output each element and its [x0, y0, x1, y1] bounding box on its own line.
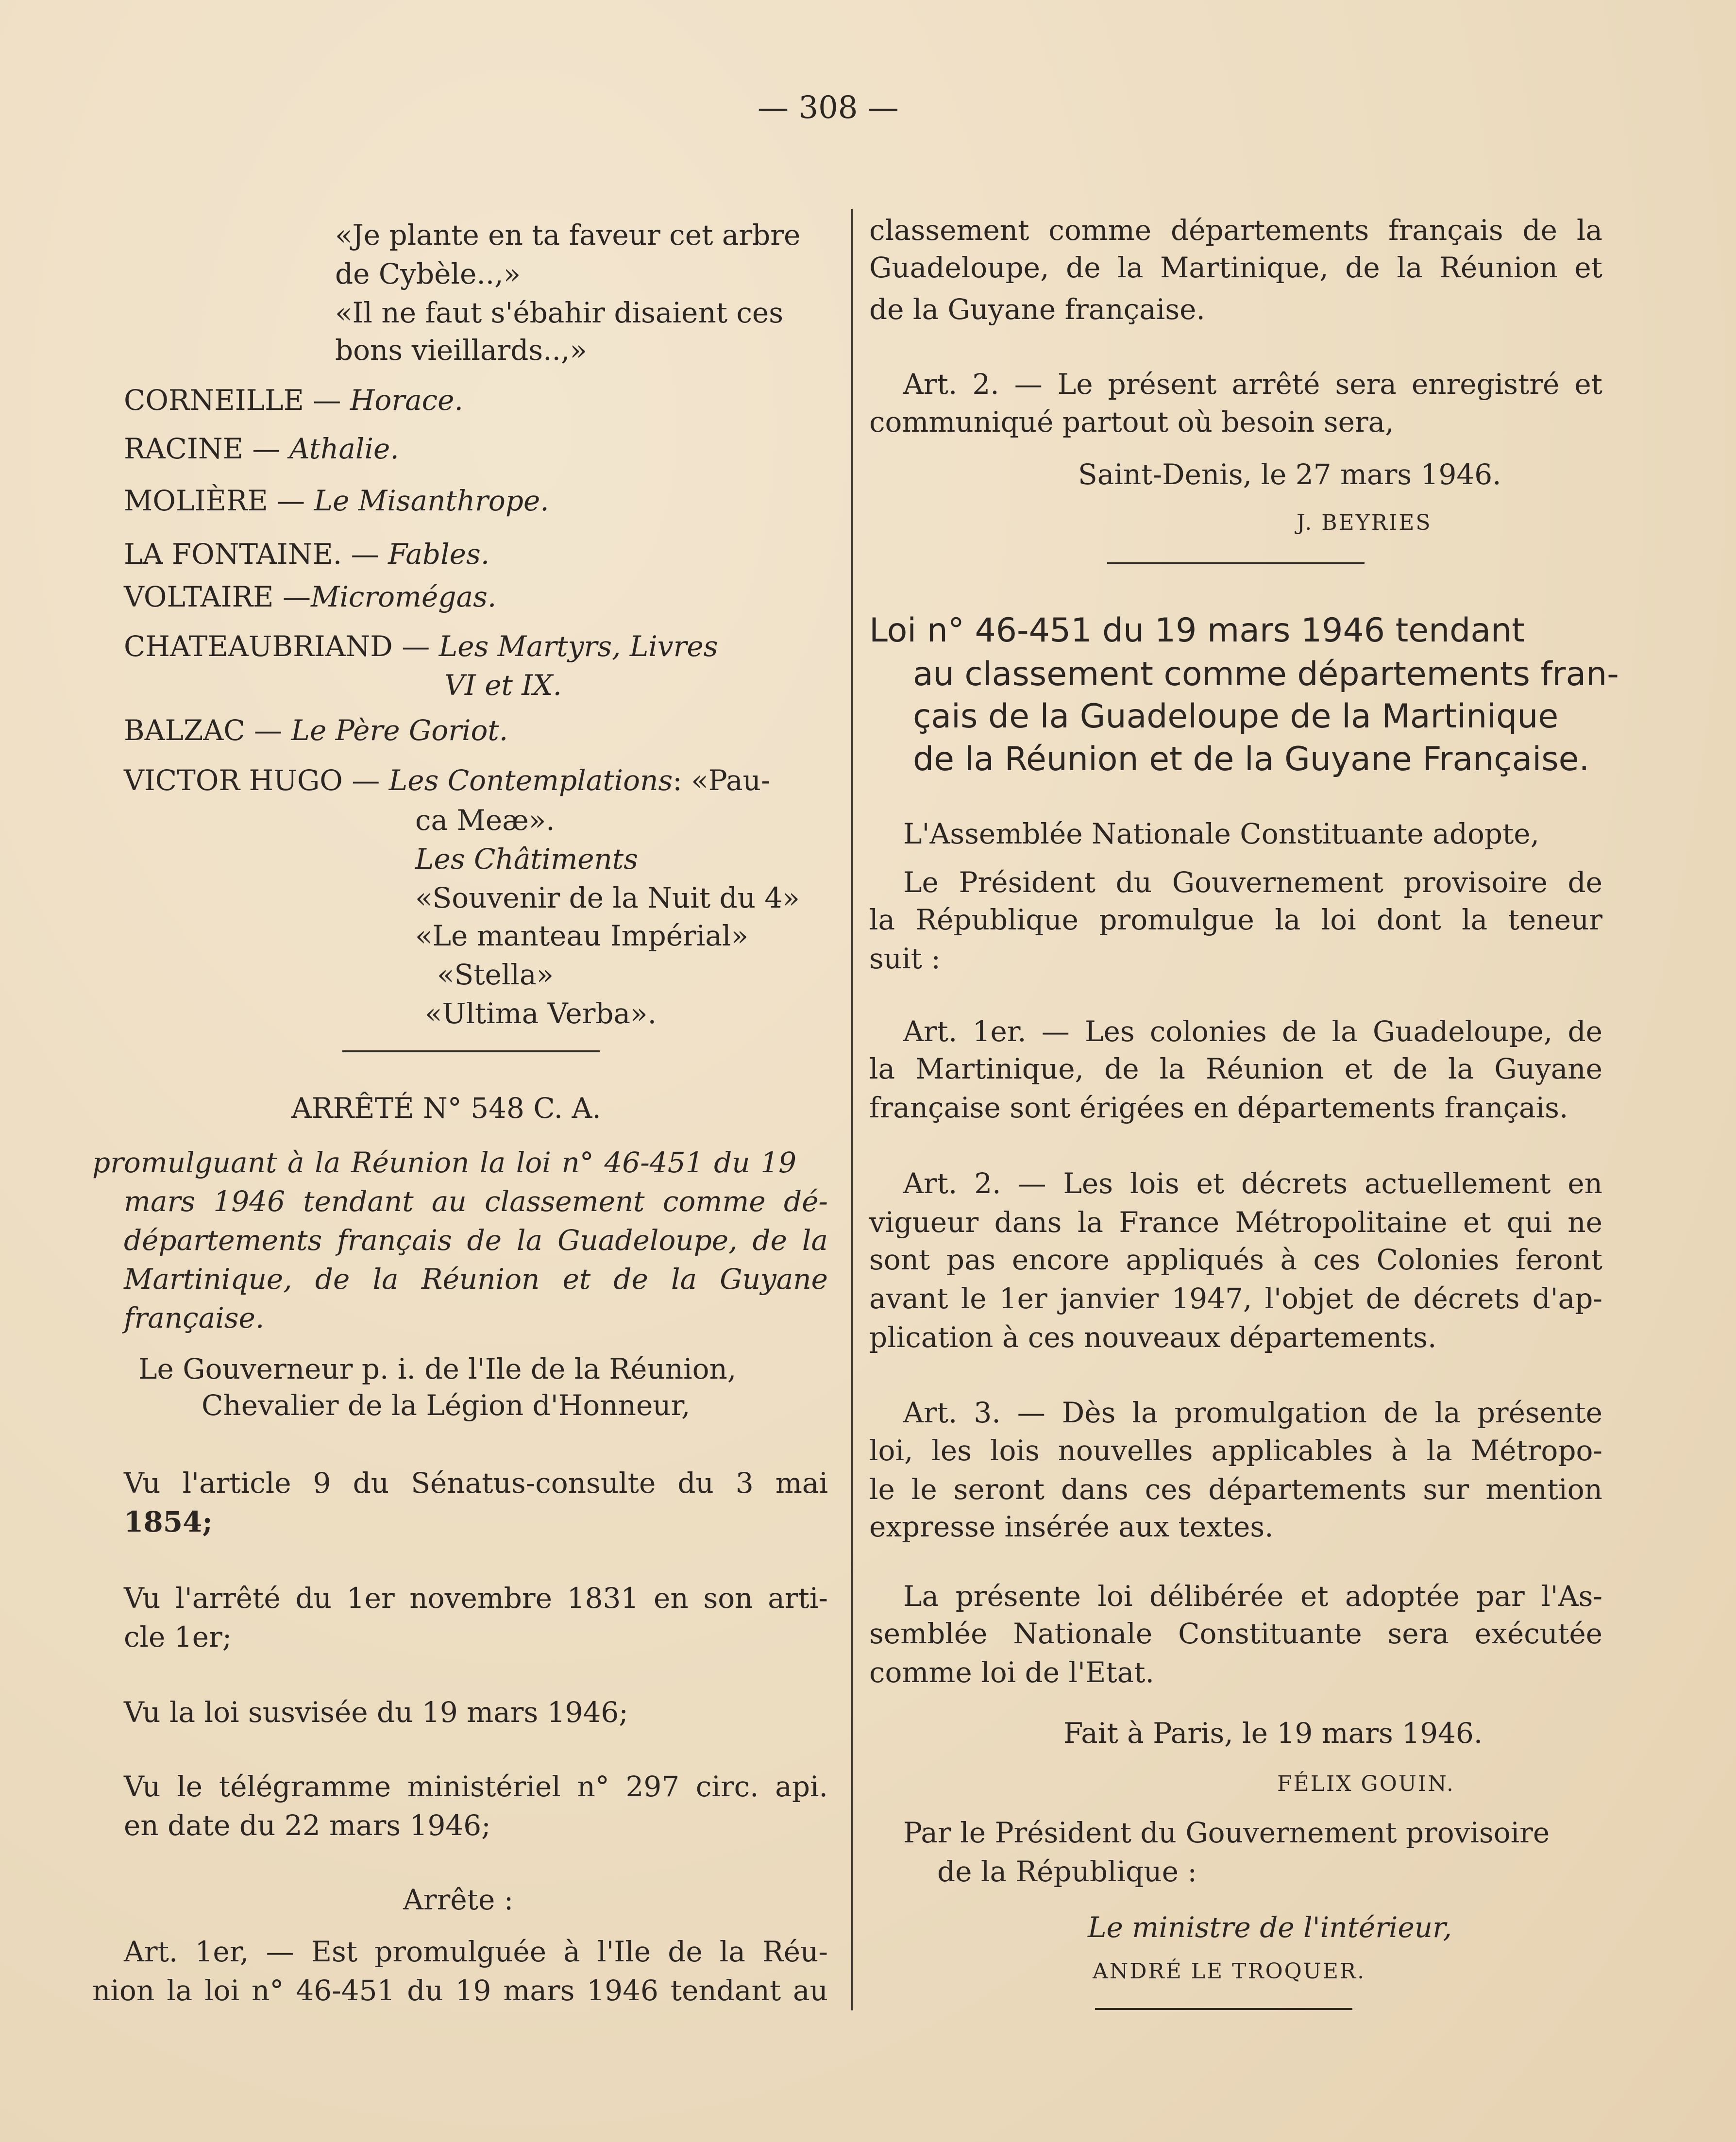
author-entry [124, 764, 771, 797]
text-line: plication à ces nouveaux départements. [869, 1321, 1437, 1354]
minister-name: ANDRÉ LE TROQUER. [1093, 1959, 1366, 1984]
text-line: Guadeloupe, de la Martinique, de la Réunion et [869, 251, 1602, 284]
hugo-line: «Souvenir de la Nuit du 4» [415, 881, 800, 914]
quote-line: «Il ne faut s'ébahir disaient ces [335, 296, 784, 329]
work-title: Micromégas. [310, 580, 497, 613]
author-entry [124, 714, 508, 747]
author-entry [124, 484, 549, 517]
text-line: de la Guyane française. [869, 293, 1205, 326]
text-line: L'Assemblée Nationale Constituante adopte, [903, 817, 1540, 850]
text-line: loi, les lois nouvelles applicables à la Métropo- [869, 1434, 1602, 1467]
text-line: vigueur dans la France Métropolitaine et qui ne [869, 1206, 1602, 1239]
hugo-line: «Ultima Verba». [425, 997, 657, 1030]
text-line: française sont érigées en départements français. [869, 1091, 1568, 1124]
work-title: Fables. [388, 538, 490, 571]
arrete-heading: Arrête : [403, 1883, 514, 1916]
hugo-line: «Stella» [437, 958, 554, 991]
law-title-line: de la Réunion et de la Guyane Française. [913, 740, 1590, 778]
text-line: Art. 1er. — Les colonies de la Guadeloupe, de [903, 1015, 1602, 1048]
work-title: Le Misanthrope. [314, 484, 549, 517]
arrete-subtitle-line: française. [124, 1301, 265, 1334]
author-name: CORNEILLE — [124, 384, 341, 417]
law-title-line: Loi n° 46-451 du 19 mars 1946 tendant [869, 611, 1525, 650]
author-name: VOLTAIRE — [124, 580, 311, 613]
quote-line: bons vieillards..,» [335, 334, 587, 367]
work-title: VI et IX. [444, 669, 562, 702]
vu-line: Vu l'article 9 du Sénatus-consulte du 3 mai [124, 1467, 828, 1500]
author-entry [124, 384, 463, 417]
law-title-line: au classement comme départements fran- [913, 655, 1619, 693]
author-name: MOLIÈRE — [124, 484, 305, 517]
text-line: communiqué partout où besoin sera, [869, 405, 1394, 439]
fait-line: Fait à Paris, le 19 mars 1946. [1063, 1717, 1483, 1750]
signer-name: FÉLIX GOUIN. [1277, 1771, 1455, 1796]
signature: J. BEYRIES [1297, 510, 1432, 535]
art-line: nion la loi n° 46-451 du 19 mars 1946 tendant au [92, 1974, 828, 2007]
arrete-subtitle-line: départements français de la Guadeloupe, de la [124, 1224, 828, 1257]
governor-line: Le Gouverneur p. i. de l'Ile de la Réunion, [138, 1352, 737, 1385]
vu-line: 1854; [124, 1505, 213, 1538]
work-title: Les Martyrs, Livres [438, 630, 718, 663]
work-rest: : «Pau- [673, 764, 771, 797]
text-line: sont pas encore appliqués à ces Colonies feront [869, 1243, 1602, 1276]
text-line: semblée Nationale Constituante sera exécutée [869, 1617, 1602, 1650]
text-line: le le seront dans ces départements sur mention [869, 1473, 1602, 1506]
text-line: classement comme départements français de la [869, 214, 1602, 247]
text-line: Art. 3. — Dès la promulgation de la présente [903, 1396, 1602, 1429]
column-divider [851, 209, 853, 2010]
arrete-title: ARRÊTÉ N° 548 C. A. [291, 1092, 601, 1125]
author-name: RACINE — [124, 432, 281, 465]
vu-line: en date du 22 mars 1946; [124, 1809, 491, 1842]
text-line: avant le 1er janvier 1947, l'objet de décrets d'ap- [869, 1282, 1602, 1315]
text-line: Par le Président du Gouvernement provisoire [903, 1816, 1550, 1849]
text-line: Art. 2. — Le présent arrêté sera enregistré et [903, 368, 1602, 401]
text-line: expresse insérée aux textes. [869, 1510, 1274, 1543]
work-title: Athalie. [289, 432, 399, 465]
arrete-subtitle-line: promulguant à la Réunion la loi n° 46-451 du 19 [92, 1146, 796, 1179]
vu-line: Vu l'arrêté du 1er novembre 1831 en son arti- [124, 1582, 828, 1615]
author-name: CHATEAUBRIAND — [124, 630, 430, 663]
quote-line: de Cybèle..,» [335, 257, 521, 290]
work-title: Le Père Goriot. [291, 714, 508, 747]
vu-line: Vu le télégramme ministériel n° 297 circ. api. [124, 1770, 828, 1803]
work-title: Horace. [350, 384, 463, 417]
section-rule [1107, 562, 1365, 564]
arrete-subtitle-line: Martinique, de la Réunion et de la Guyane [124, 1263, 828, 1296]
vu-line: Vu la loi susvisée du 19 mars 1946; [124, 1696, 628, 1729]
law-title-line: çais de la Guadeloupe de la Martinique [913, 697, 1559, 736]
page-number: — 308 — [758, 90, 899, 126]
governor-line: Chevalier de la Légion d'Honneur, [202, 1389, 691, 1422]
hugo-line: ca Meæ». [415, 804, 555, 837]
author-name: LA FONTAINE. — [124, 538, 379, 571]
place-date: Saint-Denis, le 27 mars 1946. [1078, 458, 1501, 491]
author-name: VICTOR HUGO — [124, 764, 380, 797]
vu-line: cle 1er; [124, 1620, 232, 1653]
hugo-line: «Le manteau Impérial» [415, 919, 748, 952]
text-line: de la République : [937, 1855, 1197, 1888]
minister-title: Le ministre de l'intérieur, [1088, 1911, 1452, 1944]
author-name: BALZAC — [124, 714, 283, 747]
author-entry [124, 630, 718, 663]
work-title: Les Contemplations [388, 764, 673, 797]
text-line: suit : [869, 942, 941, 975]
text-line: la Martinique, de la Réunion et de la Guyane [869, 1052, 1602, 1085]
art-line: Art. 1er, — Est promulguée à l'Ile de la Réu- [124, 1935, 828, 1968]
section-rule [1095, 2008, 1352, 2010]
text-line: La présente loi délibérée et adoptée par l'As- [903, 1580, 1602, 1613]
author-entry [124, 538, 490, 571]
text-line: comme loi de l'Etat. [869, 1656, 1154, 1689]
quote-line: «Je plante en ta faveur cet arbre [335, 219, 801, 252]
section-rule [342, 1050, 600, 1052]
author-entry [124, 432, 399, 465]
hugo-line: Les Châtiments [415, 843, 638, 876]
text-line: la République promulgue la loi dont la teneur [869, 903, 1602, 936]
text-line: Le Président du Gouvernement provisoire de [903, 866, 1602, 899]
arrete-subtitle-line: mars 1946 tendant au classement comme dé- [124, 1185, 828, 1218]
text-line: Art. 2. — Les lois et décrets actuellement en [903, 1167, 1602, 1200]
author-entry [124, 580, 497, 613]
